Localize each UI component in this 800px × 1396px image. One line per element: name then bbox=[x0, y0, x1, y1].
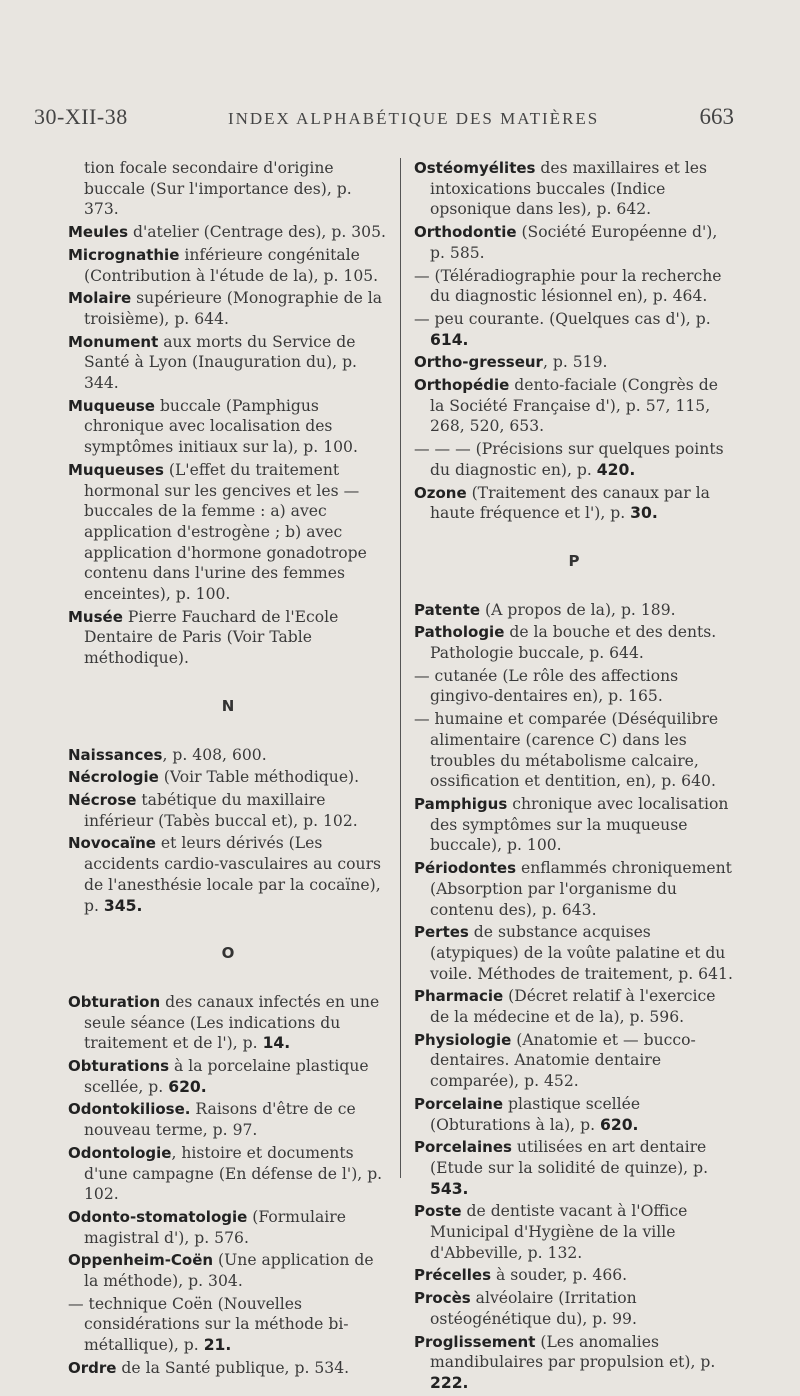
entry-text: alvéolaire (Irritation ostéogénétique du), p. 99. bbox=[430, 1289, 637, 1328]
entry-headword: Périodontes bbox=[414, 859, 517, 878]
page-number: 663 bbox=[699, 104, 734, 129]
index-entry bbox=[414, 1288, 734, 1329]
entry-page-ref: 345. bbox=[103, 896, 143, 915]
entry-headword: Novocaïne bbox=[68, 834, 156, 853]
index-entry bbox=[68, 833, 388, 916]
entry-text: de dentiste vacant à l'Office Municipal d'Hygiène de la ville d'Abbeville, p. 132. bbox=[430, 1202, 688, 1262]
entry-text: aux morts du Service de Santé à Lyon (Inauguration du), p. 344. bbox=[84, 332, 358, 393]
entry-text: et leurs dérivés (Les accidents cardio-vasculaires au cours de l'anesthésie locale par la cocaïne), p. bbox=[84, 834, 382, 915]
index-entry bbox=[68, 1056, 388, 1097]
entry-headword: Précelles bbox=[414, 1266, 492, 1285]
entry-page-ref: 14. bbox=[262, 1034, 291, 1053]
entry-text: — — — (Précisions sur quelques points du diagnostic en), p. bbox=[414, 440, 724, 479]
entry-text: de la Santé publique, p. 534. bbox=[116, 1358, 350, 1377]
index-entry bbox=[68, 767, 388, 788]
entry-headword: Porcelaines bbox=[414, 1138, 512, 1157]
entry-text: de substance acquises (atypiques) de la voûte palatine et du voile. Méthodes de traitement, p. 641. bbox=[430, 923, 733, 983]
entry-page-ref: 21. bbox=[203, 1336, 232, 1355]
entry-text: à souder, p. 466. bbox=[491, 1266, 628, 1285]
entry-headword: Nécrologie bbox=[68, 768, 159, 787]
index-entry bbox=[68, 1294, 388, 1356]
entry-page-ref: 30. bbox=[630, 504, 658, 523]
entry-text: (A propos de la), p. 189. bbox=[480, 600, 676, 619]
entry-text: (Voir Table méthodique). bbox=[158, 768, 360, 787]
entry-headword: Obturation bbox=[68, 992, 161, 1011]
index-entry bbox=[414, 794, 734, 856]
index-entry bbox=[414, 1137, 734, 1199]
entry-text: utilisées en art dentaire (Etude sur la solidité de quinze), p. bbox=[430, 1138, 709, 1177]
entry-text: — humaine et comparée (Déséquilibre alimentaire (carence C) dans les troubles du métabolisme calcaire, ossification et dentition, en), p. 640. bbox=[414, 710, 719, 791]
index-entry bbox=[414, 1030, 734, 1092]
entry-headword: Pertes bbox=[414, 923, 469, 942]
entry-page-ref: 222. bbox=[430, 1373, 469, 1392]
index-entry bbox=[68, 288, 388, 329]
left-column bbox=[68, 158, 388, 1381]
entry-text: enflammés chroniquement (Absorption par l'organisme du contenu des), p. 643. bbox=[430, 859, 732, 919]
entry-headword: Monument bbox=[68, 332, 159, 351]
entry-text: plastique scellée (Obturations à la), p. bbox=[430, 1094, 641, 1134]
entry-text: , p. 408, 600. bbox=[162, 745, 267, 764]
section-letter: O bbox=[221, 944, 235, 963]
entry-headword: Nécrose bbox=[68, 790, 137, 809]
index-entry bbox=[414, 709, 734, 792]
index-entry bbox=[68, 1207, 388, 1248]
index-entry bbox=[414, 858, 734, 920]
entry-text: des maxillaires et les intoxications buccales (Indice opsonique dans les), p. 642. bbox=[430, 159, 708, 219]
index-entry bbox=[68, 158, 388, 220]
entry-text: (Une application de la méthode), p. 304. bbox=[84, 1251, 374, 1291]
index-entry bbox=[68, 245, 388, 286]
entry-text: , p. 519. bbox=[542, 353, 608, 372]
entry-text: Raisons d'être de ce nouveau terme, p. 97. bbox=[84, 1100, 356, 1140]
entry-text: (L'effet du traitement hormonal sur les gencives et les — buccales de la femme : a) avec application d'estrogène ; b) avec application d'hormone gonadotrope contenu dans l'urine des femmes enceintes), p. 100. bbox=[84, 460, 367, 604]
entry-headword: Patente bbox=[414, 600, 481, 619]
entry-text: tabétique du maxillaire inférieur (Tabès buccal et), p. 102. bbox=[84, 790, 358, 830]
index-entry bbox=[414, 600, 734, 621]
index-entry bbox=[414, 375, 734, 437]
index-entry bbox=[414, 309, 734, 350]
index-entry bbox=[414, 439, 734, 480]
entry-text: tion focale secondaire d'origine buccale (Sur l'importance des), p. 373. bbox=[84, 159, 352, 219]
index-entry bbox=[68, 396, 388, 458]
index-entry bbox=[68, 1250, 388, 1291]
entry-text: buccale (Pamphigus chronique avec localisation des symptômes initiaux sur la), p. 100. bbox=[84, 396, 358, 457]
index-entry bbox=[68, 790, 388, 831]
index-entry bbox=[414, 1094, 734, 1135]
entry-text: supérieure (Monographie de la troisième), p. 644. bbox=[84, 289, 383, 328]
entry-text: chronique avec localisation des symptômes sur la muqueuse buccale), p. 100. bbox=[430, 794, 729, 855]
index-entry bbox=[68, 992, 388, 1054]
entry-headword: Ortho-gresseur bbox=[414, 353, 543, 372]
entry-headword: Ozone bbox=[414, 483, 467, 502]
entry-text: (Décret relatif à l'exercice de la médecine et de la), p. 596. bbox=[430, 987, 716, 1027]
index-entry bbox=[68, 1358, 388, 1379]
entry-text: dento-faciale (Congrès de la Société Française d'), p. 57, 115, 268, 520, 653. bbox=[430, 376, 718, 436]
entry-headword: Pamphigus bbox=[414, 794, 508, 813]
index-entry bbox=[414, 666, 734, 707]
index-entry bbox=[414, 1265, 734, 1286]
entry-headword: Naissances bbox=[68, 745, 163, 764]
entry-text: , histoire et documents d'une campagne (En défense de l'), p. 102. bbox=[84, 1143, 383, 1204]
entry-headword: Pharmacie bbox=[414, 987, 504, 1006]
entry-text: de la bouche et des dents. Pathologie buccale, p. 644. bbox=[430, 623, 717, 663]
right-column bbox=[414, 158, 734, 1396]
index-entry bbox=[68, 1099, 388, 1140]
header-title: INDEX ALPHABÉTIQUE DES MATIÈRES bbox=[227, 109, 600, 128]
entry-text: — technique Coën (Nouvelles considérations sur la méthode bi-métallique), p. bbox=[68, 1294, 349, 1355]
entry-headword: Orthodontie bbox=[414, 223, 517, 242]
entry-text: (Société Européenne d'), p. 585. bbox=[430, 223, 718, 262]
entry-headword: Ostéomyélites bbox=[414, 159, 536, 177]
index-entry bbox=[414, 483, 734, 524]
index-entry bbox=[414, 352, 734, 373]
entry-text: des canaux infectés en une seule séance (Les indications du traitement et de l'), p. bbox=[84, 992, 380, 1053]
index-entry bbox=[414, 922, 734, 984]
index-entry bbox=[68, 460, 388, 605]
entry-headword: Obturations bbox=[68, 1057, 170, 1076]
header-date: 30-XII-38 bbox=[34, 104, 128, 129]
index-entry bbox=[414, 158, 734, 220]
entry-headword: Procès bbox=[414, 1289, 471, 1308]
entry-text: (Les anomalies mandibulaires par propulsion et), p. bbox=[430, 1332, 716, 1372]
entry-headword: Odonto-stomatologie bbox=[68, 1207, 248, 1226]
entry-page-ref: 420. bbox=[596, 460, 636, 479]
entry-page-ref: 620. bbox=[600, 1115, 639, 1134]
entry-headword: Muqueuses bbox=[68, 460, 164, 479]
section-letter: N bbox=[221, 696, 235, 715]
entry-text: — cutanée (Le rôle des affections gingivo-dentaires en), p. 165. bbox=[414, 666, 679, 706]
entry-headword: Pathologie bbox=[414, 623, 505, 642]
index-entry bbox=[414, 986, 734, 1027]
index-entry bbox=[414, 622, 734, 663]
entry-page-ref: 614. bbox=[430, 330, 469, 349]
entry-text: — peu courante. (Quelques cas d'), p. bbox=[414, 309, 711, 328]
entry-text: à la porcelaine plastique scellée, p. bbox=[84, 1057, 369, 1096]
entry-text: (Anatomie et — bucco-dentaires. Anatomie dentaire comparée), p. 452. bbox=[430, 1030, 696, 1091]
entry-headword: Odontologie bbox=[68, 1143, 172, 1162]
index-entry bbox=[414, 1201, 734, 1263]
entry-headword: Porcelaine bbox=[414, 1094, 504, 1113]
entry-headword: Musée bbox=[68, 607, 123, 626]
entry-headword: Meules bbox=[68, 223, 129, 242]
entry-headword: Orthopédie bbox=[414, 376, 510, 395]
entry-headword: Ordre bbox=[68, 1358, 117, 1377]
entry-headword: Proglissement bbox=[414, 1332, 536, 1351]
index-entry bbox=[68, 745, 388, 766]
section-letter: P bbox=[568, 551, 580, 570]
index-entry bbox=[414, 266, 734, 307]
entry-text: (Formulaire magistral d'), p. 576. bbox=[84, 1207, 346, 1247]
entry-headword: Micrognathie bbox=[68, 245, 180, 264]
index-entry bbox=[414, 222, 734, 263]
index-entry bbox=[68, 222, 388, 243]
entry-headword: Muqueuse bbox=[68, 396, 155, 415]
running-header bbox=[34, 104, 734, 130]
entry-headword: Odontokiliose. bbox=[68, 1100, 191, 1119]
column-divider bbox=[400, 158, 401, 1178]
entry-text: Pierre Fauchard de l'Ecole Dentaire de Paris (Voir Table méthodique). bbox=[84, 607, 339, 668]
entry-headword: Poste bbox=[414, 1202, 462, 1221]
index-entry bbox=[414, 1332, 734, 1394]
entry-text: — (Téléradiographie pour la recherche du diagnostic lésionnel en), p. 464. bbox=[414, 266, 722, 306]
entry-page-ref: 620. bbox=[168, 1077, 207, 1096]
entry-headword: Physiologie bbox=[414, 1030, 512, 1049]
entry-headword: Molaire bbox=[68, 289, 132, 308]
entry-text: (Traitement des canaux par la haute fréquence et l'), p. bbox=[430, 483, 710, 523]
index-entry bbox=[68, 1143, 388, 1205]
entry-text: d'atelier (Centrage des), p. 305. bbox=[128, 223, 386, 242]
entry-page-ref: 543. bbox=[430, 1179, 469, 1198]
entry-headword: Oppenheim-Coën bbox=[68, 1251, 214, 1270]
entry-text: inférieure congénitale (Contribution à l'étude de la), p. 105. bbox=[84, 245, 379, 285]
index-entry bbox=[68, 607, 388, 669]
index-entry bbox=[68, 332, 388, 394]
